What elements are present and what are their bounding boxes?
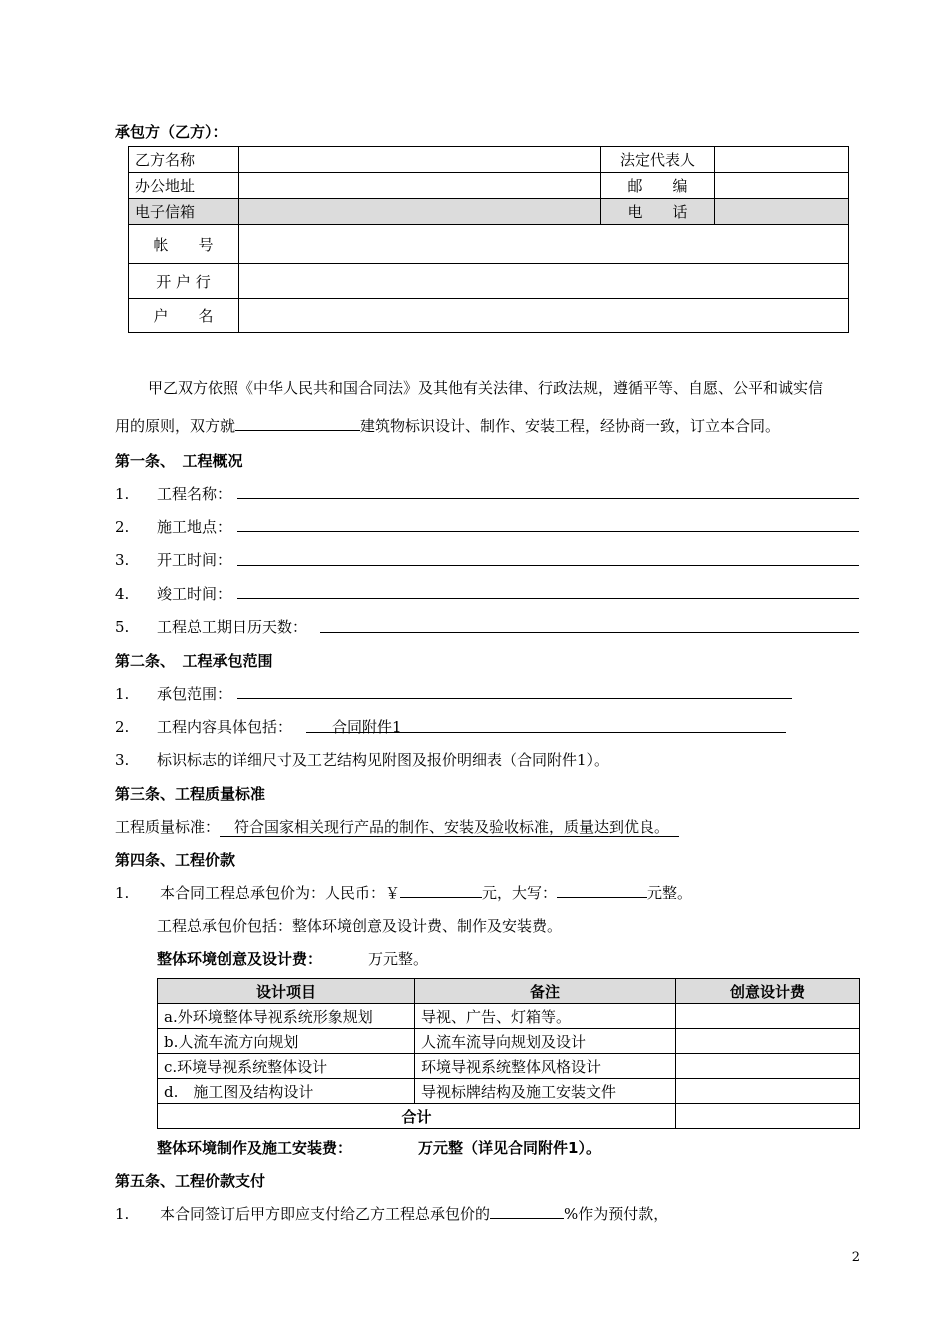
price-includes: 工程总承包价包括：整体环境创意及设计费、制作及安装费。 [157, 917, 563, 935]
page-number: 2 [851, 1250, 860, 1265]
account-label: 帐 号 [129, 225, 239, 264]
fee-cell[interactable] [676, 1054, 860, 1079]
account-name-label: 户 名 [129, 299, 239, 333]
article-1-item-4: 4. 竣工时间： [115, 585, 233, 603]
table-row: a.外环境整体导视系统形象规划 导视、广告、灯箱等。 [158, 1004, 860, 1029]
legal-rep-value[interactable] [715, 147, 849, 173]
preamble-line-2 [115, 415, 780, 436]
design-fee-line: 整体环境创意及设计费： 万元整。 [157, 950, 429, 968]
postcode-label: 邮 编 [601, 173, 715, 199]
phone-label: 电 话 [601, 199, 715, 225]
header-design-fee: 创意设计费 [676, 979, 860, 1004]
article-4-item-1: 1. 本合同工程总承包价为：人民币：￥ 元，大写： 元整。 [115, 884, 693, 902]
scope-line[interactable] [237, 697, 792, 699]
start-date-line[interactable] [237, 564, 859, 566]
table-row: b.人流车流方向规划 人流车流导向规划及设计 [158, 1029, 860, 1054]
quality-standard-value: 符合国家相关现行产品的制作、安装及验收标准，质量达到优良。 [220, 818, 679, 837]
name-label: 乙方名称 [129, 147, 239, 173]
address-label: 办公地址 [129, 173, 239, 199]
article-3-title: 第三条、工程质量标准 [115, 785, 266, 803]
fee-cell[interactable] [676, 1004, 860, 1029]
quality-standard: 工程质量标准： 符合国家相关现行产品的制作、安装及验收标准，质量达到优良。 [115, 816, 679, 837]
fee-cell[interactable] [676, 1029, 860, 1054]
design-fee-table [157, 978, 860, 1129]
account-name-value[interactable] [239, 299, 849, 333]
fee-cell[interactable] [676, 1079, 860, 1104]
preamble-line-2-b: 建筑物标识设计、制作、安装工程，经协商一致，订立本合同。 [360, 417, 781, 435]
project-name-line[interactable] [237, 497, 859, 499]
postcode-value[interactable] [715, 173, 849, 199]
article-5-item-1: 1. 本合同签订后甲方即应支付给乙方工程总承包价的 %作为预付款， [115, 1205, 669, 1223]
article-4-title: 第四条、工程价款 [115, 851, 236, 869]
phone-value[interactable] [715, 199, 849, 225]
bank-label: 开 户 行 [129, 264, 239, 299]
project-name-blank[interactable] [235, 416, 360, 431]
preamble-line-2-a: 用的原则，双方就 [115, 417, 236, 435]
article-1-item-1: 1. 工程名称： [115, 485, 233, 503]
article-1-item-3: 3. 开工时间： [115, 551, 233, 569]
price-words-blank[interactable] [557, 883, 647, 898]
article-2-item-1: 1. 承包范围： [115, 685, 233, 703]
contents-value: 合同附件1 [332, 718, 402, 736]
end-date-line[interactable] [237, 597, 859, 599]
table-row: d. 施工图及结构设计 导视标牌结构及施工安装文件 [158, 1079, 860, 1104]
preamble-line-1: 甲乙双方依照《中华人民共和国合同法》及其他有关法律、行政法规，遵循平等、自愿、公平和诚实信 [148, 379, 824, 397]
article-1-item-5: 5. 工程总工期日历天数： [115, 618, 308, 636]
article-2-item-2: 2. 工程内容具体包括： [115, 718, 293, 736]
article-1-item-2: 2. 施工地点： [115, 518, 233, 536]
contractor-heading: 承包方（乙方）： [115, 123, 228, 141]
header-design-item: 设计项目 [158, 979, 415, 1004]
article-2-title: 第二条、 工程承包范围 [115, 652, 273, 670]
bank-value[interactable] [239, 264, 849, 299]
email-value[interactable] [239, 199, 601, 225]
site-location-line[interactable] [237, 530, 859, 532]
total-label: 合计 [158, 1104, 676, 1129]
total-days-line[interactable] [320, 631, 859, 633]
party-info-table [128, 146, 849, 333]
total-row [158, 1104, 860, 1129]
price-figure-blank[interactable] [400, 883, 482, 898]
install-fee-line: 整体环境制作及施工安装费： 万元整（详见合同附件1）。 [157, 1139, 601, 1157]
name-value[interactable] [239, 147, 601, 173]
account-value[interactable] [239, 225, 849, 264]
advance-percent-blank[interactable] [490, 1204, 564, 1219]
article-5-title: 第五条、工程价款支付 [115, 1172, 266, 1190]
table-row: c.环境导视系统整体设计 环境导视系统整体风格设计 [158, 1054, 860, 1079]
article-2-item-3: 3. 标识标志的详细尺寸及工艺结构见附图及报价明细表（合同附件1）。 [115, 751, 610, 769]
article-1-title: 第一条、 工程概况 [115, 452, 243, 470]
address-value[interactable] [239, 173, 601, 199]
legal-rep-label: 法定代表人 [601, 147, 715, 173]
total-fee-cell[interactable] [676, 1104, 860, 1129]
email-label: 电子信箱 [129, 199, 239, 225]
header-note: 备注 [415, 979, 676, 1004]
